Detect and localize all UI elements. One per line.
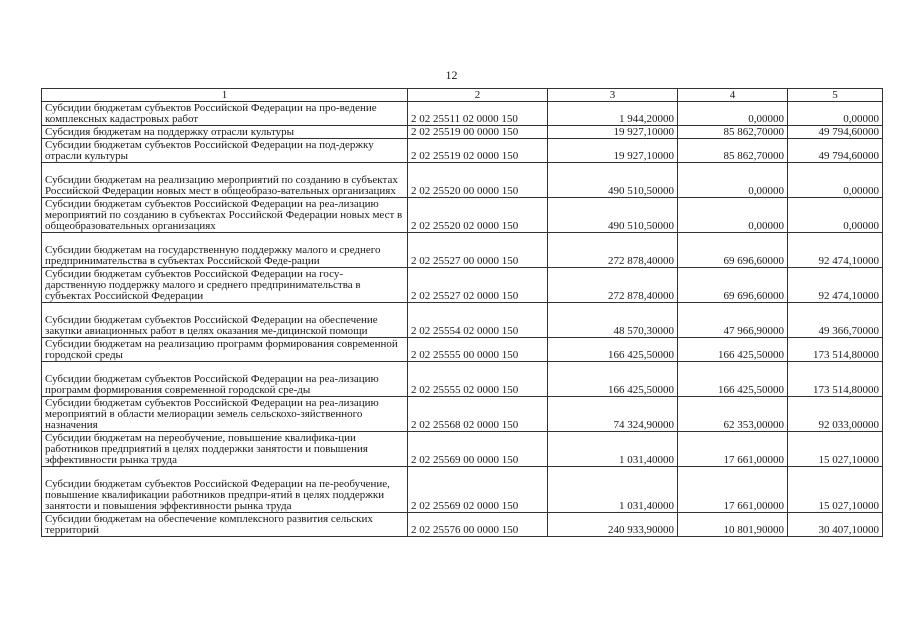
table-row xyxy=(42,303,883,338)
row-name-cell: Субсидии бюджетам субъектов Российской Федерации на реа-лизацию программ формирования современной городской сре-ды xyxy=(42,362,408,397)
table-row xyxy=(42,513,883,537)
row-value-cell: 92 474,10000 xyxy=(788,233,883,268)
row-value-cell: 0,00000 xyxy=(788,198,883,233)
row-code-cell: 2 02 25527 00 0000 150 xyxy=(408,233,548,268)
row-value-cell: 272 878,40000 xyxy=(548,268,678,303)
table-row xyxy=(42,268,883,303)
row-code-cell: 2 02 25555 02 0000 150 xyxy=(408,362,548,397)
column-header: 4 xyxy=(678,89,788,102)
table-row xyxy=(42,362,883,397)
row-value-cell: 49 794,60000 xyxy=(788,139,883,163)
table-body xyxy=(42,102,883,537)
row-value-cell: 92 033,00000 xyxy=(788,397,883,432)
page-number: 12 xyxy=(445,68,458,82)
row-code-cell: 2 02 25555 00 0000 150 xyxy=(408,338,548,362)
row-value-cell: 85 862,70000 xyxy=(678,139,788,163)
row-value-cell: 1 031,40000 xyxy=(548,432,678,467)
row-name-cell: Субсидии бюджетам субъектов Российской Федерации на про-ведение комплексных кадастровых работ xyxy=(42,102,408,126)
table-row xyxy=(42,198,883,233)
row-value-cell: 0,00000 xyxy=(678,102,788,126)
row-name-cell: Субсидии бюджетам субъектов Российской Федерации на пе-реобучение, повышение квалификации работников предпри-ятий в целях поддержки занятости и повышения эффективности рынка труда xyxy=(42,467,408,513)
row-code-cell: 2 02 25527 02 0000 150 xyxy=(408,268,548,303)
row-value-cell: 69 696,60000 xyxy=(678,233,788,268)
row-code-cell: 2 02 25569 02 0000 150 xyxy=(408,467,548,513)
row-code-cell: 2 02 25568 02 0000 150 xyxy=(408,397,548,432)
row-value-cell: 0,00000 xyxy=(678,198,788,233)
row-name-cell: Субсидия бюджетам на поддержку отрасли культуры xyxy=(42,126,408,139)
row-value-cell: 49 366,70000 xyxy=(788,303,883,338)
row-value-cell: 74 324,90000 xyxy=(548,397,678,432)
header-row xyxy=(42,89,883,102)
row-code-cell: 2 02 25520 02 0000 150 xyxy=(408,198,548,233)
row-value-cell: 1 031,40000 xyxy=(548,467,678,513)
row-value-cell: 0,00000 xyxy=(678,163,788,198)
row-value-cell: 0,00000 xyxy=(788,163,883,198)
table-row xyxy=(42,233,883,268)
row-value-cell: 49 794,60000 xyxy=(788,126,883,139)
row-name-cell: Субсидии бюджетам на обеспечение комплексного развития сельских территорий xyxy=(42,513,408,537)
table-row xyxy=(42,102,883,126)
column-header: 5 xyxy=(788,89,883,102)
row-value-cell: 19 927,10000 xyxy=(548,139,678,163)
row-value-cell: 166 425,50000 xyxy=(678,338,788,362)
row-value-cell: 30 407,10000 xyxy=(788,513,883,537)
table-row xyxy=(42,397,883,432)
column-header: 2 xyxy=(408,89,548,102)
row-value-cell: 240 933,90000 xyxy=(548,513,678,537)
column-header: 1 xyxy=(42,89,408,102)
row-name-cell: Субсидии бюджетам субъектов Российской Федерации на госу-дарственную поддержку малого и среднего предпринимательства в субъектах Российской Федерации xyxy=(42,268,408,303)
row-name-cell: Субсидии бюджетам на реализацию мероприятий по созданию в субъектах Российской Федерации новых мест в общеобразо-вательных организациях xyxy=(42,163,408,198)
row-name-cell: Субсидии бюджетам субъектов Российской Федерации на реа-лизацию мероприятий в области мелиорации земель сельскохо-зяйственного назначения xyxy=(42,397,408,432)
table-row xyxy=(42,139,883,163)
row-name-cell: Субсидии бюджетам на переобучение, повышение квалифика-ции работников предприятий в целях поддержки занятости и повышения эффективности рынка труда xyxy=(42,432,408,467)
row-code-cell: 2 02 25569 00 0000 150 xyxy=(408,432,548,467)
row-code-cell: 2 02 25520 00 0000 150 xyxy=(408,163,548,198)
table-row xyxy=(42,163,883,198)
row-name-cell: Субсидии бюджетам на государственную поддержку малого и среднего предпринимательства в субъектах Российской Феде-рации xyxy=(42,233,408,268)
table-row xyxy=(42,126,883,139)
row-code-cell: 2 02 25576 00 0000 150 xyxy=(408,513,548,537)
column-header: 3 xyxy=(548,89,678,102)
row-value-cell: 10 801,90000 xyxy=(678,513,788,537)
row-value-cell: 47 966,90000 xyxy=(678,303,788,338)
row-name-cell: Субсидии бюджетам субъектов Российской Федерации на реа-лизацию мероприятий по созданию в субъектах Российской Федерации новых мест в общеобразовательных организациях xyxy=(42,198,408,233)
table-row xyxy=(42,338,883,362)
row-code-cell: 2 02 25519 02 0000 150 xyxy=(408,139,548,163)
row-value-cell: 19 927,10000 xyxy=(548,126,678,139)
row-value-cell: 0,00000 xyxy=(788,102,883,126)
row-code-cell: 2 02 25554 02 0000 150 xyxy=(408,303,548,338)
table-row xyxy=(42,467,883,513)
table-row xyxy=(42,432,883,467)
row-code-cell: 2 02 25511 02 0000 150 xyxy=(408,102,548,126)
row-value-cell: 173 514,80000 xyxy=(788,362,883,397)
row-value-cell: 166 425,50000 xyxy=(678,362,788,397)
row-value-cell: 166 425,50000 xyxy=(548,362,678,397)
row-value-cell: 17 661,00000 xyxy=(678,432,788,467)
row-value-cell: 69 696,60000 xyxy=(678,268,788,303)
row-value-cell: 17 661,00000 xyxy=(678,467,788,513)
row-value-cell: 166 425,50000 xyxy=(548,338,678,362)
row-value-cell: 272 878,40000 xyxy=(548,233,678,268)
row-name-cell: Субсидии бюджетам субъектов Российской Федерации на обеспечение закупки авиационных работ в целях оказания ме-дицинской помощи xyxy=(42,303,408,338)
budget-table xyxy=(41,88,883,537)
row-value-cell: 1 944,20000 xyxy=(548,102,678,126)
row-value-cell: 490 510,50000 xyxy=(548,163,678,198)
row-value-cell: 85 862,70000 xyxy=(678,126,788,139)
row-value-cell: 173 514,80000 xyxy=(788,338,883,362)
row-code-cell: 2 02 25519 00 0000 150 xyxy=(408,126,548,139)
row-value-cell: 92 474,10000 xyxy=(788,268,883,303)
row-value-cell: 15 027,10000 xyxy=(788,432,883,467)
row-value-cell: 48 570,30000 xyxy=(548,303,678,338)
row-value-cell: 490 510,50000 xyxy=(548,198,678,233)
row-name-cell: Субсидии бюджетам на реализацию программ формирования современной городской среды xyxy=(42,338,408,362)
row-name-cell: Субсидии бюджетам субъектов Российской Федерации на под-держку отрасли культуры xyxy=(42,139,408,163)
row-value-cell: 62 353,00000 xyxy=(678,397,788,432)
row-value-cell: 15 027,10000 xyxy=(788,467,883,513)
